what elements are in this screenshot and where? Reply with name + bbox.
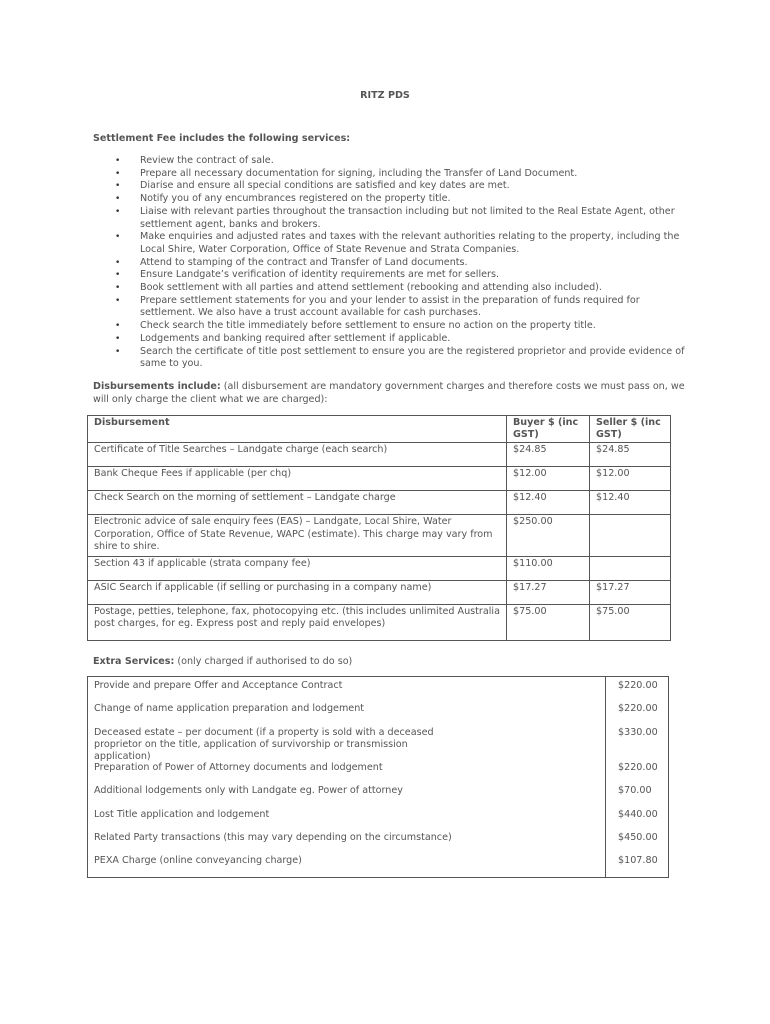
service-price: $450.00 — [618, 832, 658, 843]
table-cell: Postage, petties, telephone, fax, photocopying etc. (this includes unlimited Australia post charges, for eg. Express post and reply paid envelopes) — [88, 605, 507, 641]
list-item: • Review the contract of sale. — [93, 155, 693, 168]
service-price: $220.00 — [618, 680, 658, 691]
list-item: • Ensure Landgate’s verification of identity requirements are met for sellers. — [93, 269, 693, 282]
table-cell: $110.00 — [507, 557, 590, 581]
table-cell: $17.27 — [590, 581, 671, 605]
extra-services-heading: Extra Services: — [93, 656, 175, 667]
column-header-buyer: Buyer $ (inc GST) — [507, 416, 590, 443]
table-cell: Electronic advice of sale enquiry fees (EAS) – Landgate, Local Shire, Water Corporation, Office of State Revenue, WAPC (estimate). This charge may vary from shire to shire. — [88, 515, 507, 557]
list-item: • Prepare settlement statements for you and your lender to assist in the preparation of funds required for settlement. We also have a trust account available for cash purchases. — [93, 295, 693, 320]
service-price: $330.00 — [618, 727, 658, 738]
table-cell: ASIC Search if applicable (if selling or purchasing in a company name) — [88, 581, 507, 605]
list-item: • Check search the title immediately before settlement to ensure no action on the property title. — [93, 320, 693, 333]
disbursements-intro — [93, 381, 693, 406]
service-description: Additional lodgements only with Landgate eg. Power of attorney — [94, 785, 403, 796]
column-header-seller: Seller $ (inc GST) — [590, 416, 671, 443]
service-description: Change of name application preparation and lodgement — [94, 703, 365, 714]
extra-services-table — [87, 676, 669, 878]
table-row — [88, 467, 671, 491]
column-header-disbursement: Disbursement — [88, 416, 507, 443]
table-row — [88, 515, 671, 557]
extra-services-intro-text: (only charged if authorised to do so) — [174, 656, 353, 667]
list-item: • Notify you of any encumbrances registered on the property title. — [93, 193, 693, 206]
table-cell: Section 43 if applicable (strata company fee) — [88, 557, 507, 581]
disbursements-heading: Disbursements include: — [93, 381, 221, 392]
service-price: $220.00 — [618, 703, 658, 714]
settlement-heading: Settlement Fee includes the following services: — [93, 133, 351, 144]
service-description: Provide and prepare Offer and Acceptance Contract — [94, 680, 343, 691]
table-row — [88, 557, 671, 581]
table-cell: $24.85 — [590, 443, 671, 467]
service-price: $70.00 — [618, 785, 652, 796]
service-description: Related Party transactions (this may vary depending on the circumstance) — [94, 832, 452, 843]
table-cell: $17.27 — [507, 581, 590, 605]
table-row — [88, 491, 671, 515]
list-item: • Book settlement with all parties and attend settlement (rebooking and attending also included). — [93, 282, 693, 295]
service-description: PEXA Charge (online conveyancing charge) — [94, 855, 302, 866]
table-cell: Bank Cheque Fees if applicable (per chq) — [88, 467, 507, 491]
list-item: • Liaise with relevant parties throughout the transaction including but not limited to the Real Estate Agent, other settlement agent, banks and brokers. — [93, 206, 693, 231]
disbursements-table — [87, 415, 671, 641]
service-price: $107.80 — [618, 855, 658, 866]
list-item: • Lodgements and banking required after settlement if applicable. — [93, 333, 693, 346]
table-cell: $12.40 — [590, 491, 671, 515]
extra-services-intro — [93, 656, 352, 667]
document-title: RITZ PDS — [360, 90, 410, 101]
column-divider — [605, 677, 606, 877]
table-cell: $75.00 — [507, 605, 590, 641]
table-cell: Certificate of Title Searches – Landgate charge (each search) — [88, 443, 507, 467]
service-description: Preparation of Power of Attorney documents and lodgement — [94, 762, 383, 773]
list-item: • Attend to stamping of the contract and Transfer of Land documents. — [93, 257, 693, 270]
service-description: Deceased estate – per document (if a property is sold with a deceased proprietor on the title, application of survivorship or transmission application) — [94, 727, 434, 763]
service-price: $440.00 — [618, 809, 658, 820]
table-cell: $12.40 — [507, 491, 590, 515]
table-header-row — [88, 416, 671, 443]
service-description: Lost Title application and lodgement — [94, 809, 270, 820]
list-item: • Prepare all necessary documentation for signing, including the Transfer of Land Document. — [93, 168, 693, 181]
table-cell — [590, 515, 671, 557]
list-item: • Search the certificate of title post settlement to ensure you are the registered proprietor and provide evidence of same to you. — [93, 346, 693, 371]
table-cell: $250.00 — [507, 515, 590, 557]
service-price: $220.00 — [618, 762, 658, 773]
table-row — [88, 581, 671, 605]
list-item: • Diarise and ensure all special conditions are satisfied and key dates are met. — [93, 180, 693, 193]
list-item: • Make enquiries and adjusted rates and taxes with the relevant authorities relating to the property, including the Local Shire, Water Corporation, Office of State Revenue and Strata Companies. — [93, 231, 693, 256]
table-cell — [590, 557, 671, 581]
table-cell: $24.85 — [507, 443, 590, 467]
table-row — [88, 443, 671, 467]
table-cell: $12.00 — [507, 467, 590, 491]
disbursements-intro-text: (all disbursement are mandatory government charges and therefore costs we must pass on, we will only charge the client what we are charged): — [93, 381, 685, 405]
table-cell: Check Search on the morning of settlement – Landgate charge — [88, 491, 507, 515]
table-row — [88, 605, 671, 641]
settlement-services-list — [93, 155, 693, 371]
table-cell: $12.00 — [590, 467, 671, 491]
table-cell: $75.00 — [590, 605, 671, 641]
